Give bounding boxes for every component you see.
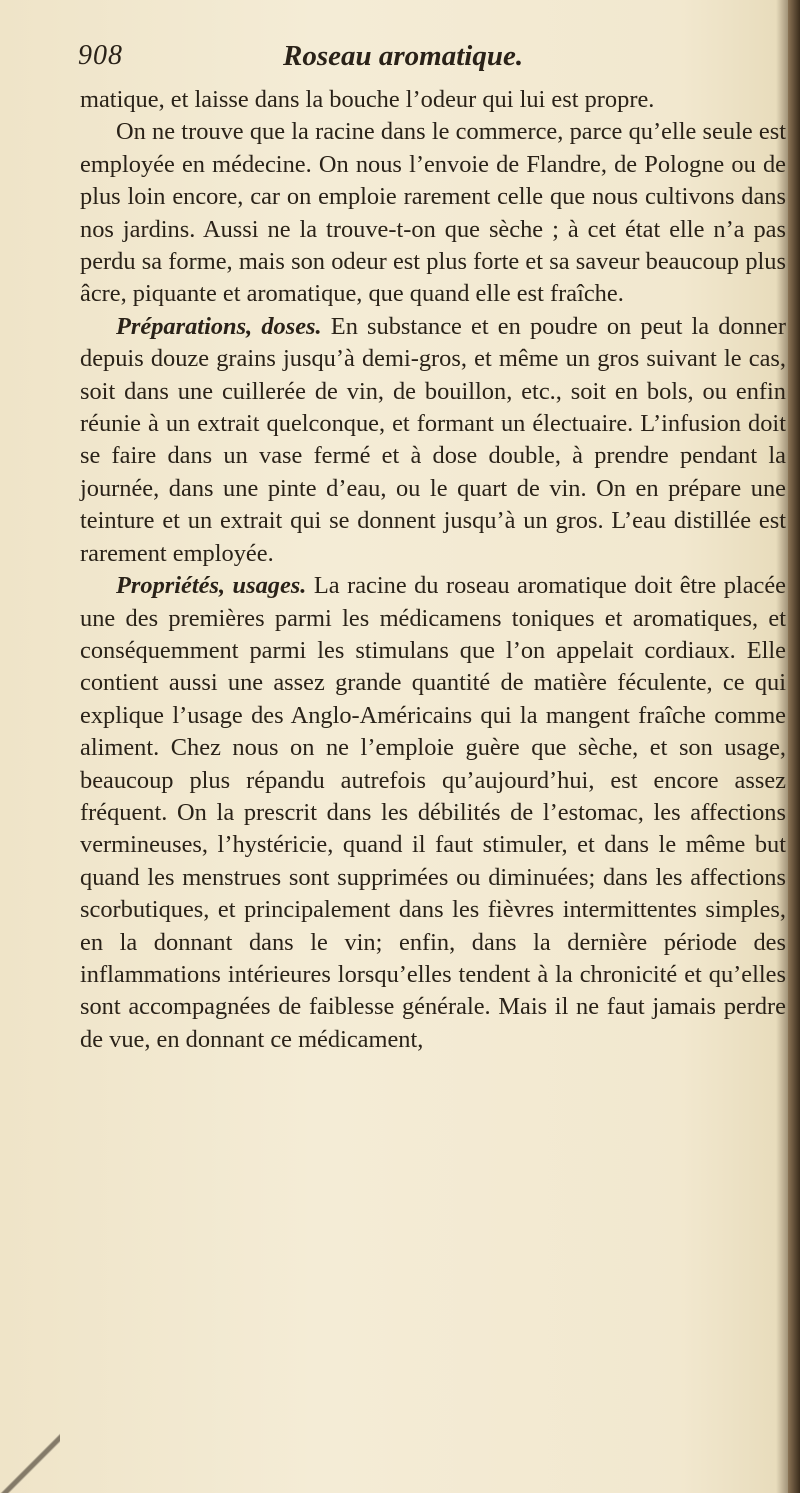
paragraph-text: En substance et en poudre on peut la donner depuis douze grains jusqu’à demi-gros, et même un gros suivant le cas, soit dans une cuillerée de vin, de bouillon, etc., soit en bols, ou enfin réunie à un extrait quelconque, et formant un électuaire. L’infusion doit se faire dans un vase fermé et à dose double, à prendre pendant la journée, dans une pinte d’eau, ou le quart de vin. On en prépare une teinture et un extrait qui se donnent jusqu’à un gros. L’eau distillée est rarement employée. xyxy=(80,312,786,567)
paragraph-4 xyxy=(80,570,786,1056)
page-header xyxy=(78,40,766,80)
paragraph-2 xyxy=(80,116,786,310)
corner-shadow xyxy=(0,1433,60,1493)
section-lead: Préparations, doses. xyxy=(116,312,322,340)
section-lead: Propriétés, usages. xyxy=(116,572,307,600)
paragraph-1 xyxy=(80,84,786,116)
paragraph-text: matique, et laisse dans la bouche l’odeur qui lui est propre. xyxy=(80,86,655,113)
page-number: 908 xyxy=(78,40,123,71)
body-text xyxy=(80,84,786,1056)
book-spine-edge xyxy=(788,0,800,1493)
paragraph-3 xyxy=(80,311,786,570)
running-title: Roseau aromatique. xyxy=(283,40,524,72)
paragraph-text: On ne trouve que la racine dans le commerce, parce qu’elle seule est employée en médecine. On nous l’envoie de Flandre, de Pologne ou de plus loin encore, car on emploie rarement celle que nous cultivons dans nos jardins. Aussi ne la trouve-t-on que sèche ; à cet état elle n’a pas perdu sa forme, mais son odeur est plus forte et sa saveur beaucoup plus âcre, piquante et aromatique, que quand elle est fraîche. xyxy=(80,118,786,308)
paragraph-text: La racine du roseau aromatique doit être placée une des premières parmi les médicamens toniques et aromatiques, et conséquemment parmi les stimulans que l’on appelait cordiaux. Elle contient aussi une assez grande quantité de matière féculente, ce qui explique l’usage des Anglo-Américains qui la mangent fraîche comme aliment. Chez nous on ne l’emploie guère que sèche, et son usage, beaucoup plus répandu autrefois qu’aujourd’hui, est encore assez fréquent. On la prescrit dans les débilités de l’estomac, les affections vermineuses, l’hystéricie, quand il faut stimuler, et dans le même but quand les menstrues sont supprimées ou diminuées; dans les affections scorbutiques, et principalement dans les fièvres intermittentes simples, en la donnant dans le vin; enfin, dans la dernière période des inflammations intérieures lorsqu’elles tendent à la chronicité et qu’elles sont accompagnées de faiblesse générale. Mais il ne faut jamais perdre de vue, en donnant ce médicament, xyxy=(80,572,786,1053)
